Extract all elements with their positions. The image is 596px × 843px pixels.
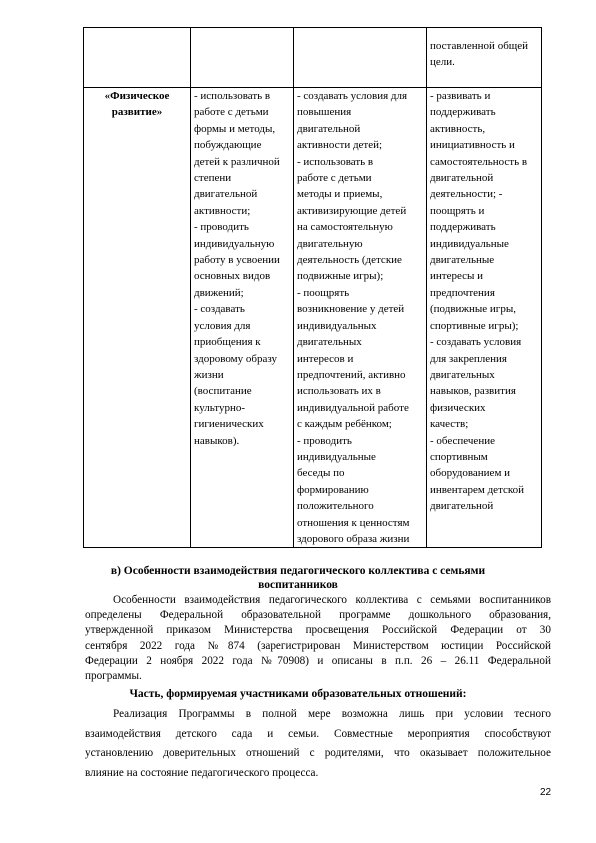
- cell-line: использовать их в: [297, 385, 381, 398]
- paragraph-line: Реализация Программы в полной мере возможна лишь при условии тесного: [113, 708, 551, 720]
- cell-line: цели.: [430, 56, 455, 69]
- cell-line: - обеспечение: [430, 434, 495, 447]
- cell-line: поддерживать: [430, 106, 496, 119]
- cell-line: - поощрять: [297, 286, 350, 299]
- cell-line: положительного: [297, 500, 374, 513]
- cell-line: - использовать в: [194, 90, 271, 102]
- cell-line: основных видов: [194, 270, 271, 283]
- cell-line: индивидуальных: [297, 319, 377, 332]
- paragraph-line: влияние на состояние педагогического процесса.: [85, 766, 319, 779]
- section-heading: воспитанников: [258, 579, 338, 591]
- cell-line: подвижные игры);: [297, 270, 384, 283]
- page-number: 22: [540, 787, 552, 798]
- cell-line: спортивным: [430, 450, 488, 463]
- cell-line: активность,: [430, 122, 486, 135]
- cell-line: интересы и: [430, 270, 484, 283]
- cell-line: - создавать условия: [430, 336, 522, 349]
- cell-line: здорового образа жизни: [297, 532, 410, 545]
- cell-line: индивидуальные: [297, 450, 376, 463]
- cell-line: поддерживать: [430, 221, 496, 234]
- cell-line: физических: [430, 401, 486, 414]
- cell-line: деятельность (детские: [297, 254, 402, 267]
- paragraph-line: определены Федеральной образовательной программе дошкольного образования,: [85, 609, 551, 622]
- cell-line: беседы по: [297, 467, 345, 480]
- cell-line: (воспитание: [194, 385, 252, 398]
- cell-line: двигательные: [430, 254, 495, 267]
- cell-line: навыков).: [194, 434, 240, 447]
- cell-line: - развивать и: [430, 90, 491, 102]
- cell-line: интересов и: [297, 352, 354, 365]
- cell-line: - проводить: [297, 434, 352, 447]
- cell-line: предпочтений, активно: [297, 368, 406, 381]
- table-cell-r1c3: [294, 28, 427, 88]
- cell-line: отношения к ценностям: [297, 516, 410, 529]
- cell-line: поощрять и: [430, 204, 485, 217]
- area-title-line: развитие»: [111, 106, 163, 119]
- cell-line: формированию: [297, 483, 369, 496]
- area-title-cell: [84, 88, 191, 548]
- cell-line: приобщения к: [194, 336, 261, 349]
- cell-line: индивидуальные: [430, 237, 509, 250]
- cell-line: работе с детьми: [194, 106, 269, 119]
- cell-line: самостоятельность в: [430, 155, 528, 168]
- cell-line: двигательную: [297, 237, 363, 250]
- cell-line: формы и методы,: [194, 122, 276, 135]
- cell-line: индивидуальной работе: [297, 401, 409, 414]
- cell-line: активности детей;: [297, 139, 383, 152]
- table-cell-r2c3: [294, 88, 427, 548]
- cell-line: работу в усвоении: [194, 254, 280, 267]
- cell-line: на самостоятельную: [297, 221, 393, 234]
- table-cell-r2c2: [191, 88, 294, 548]
- part-heading: Часть, формируемая участниками образовательных отношений:: [129, 688, 467, 700]
- table-row: [84, 88, 542, 548]
- cell-line: оборудованием и: [430, 467, 511, 480]
- cell-line: возникновение у детей: [297, 303, 405, 316]
- table-row: [84, 28, 542, 88]
- cell-line: двигательных: [297, 336, 362, 349]
- section-heading: в) Особенности взаимодействия педагогического коллектива с семьями: [110, 565, 486, 577]
- cell-line: культурно-: [194, 401, 246, 414]
- cell-line: деятельности; -: [430, 188, 503, 201]
- paragraph-line: Федерации 2 ноября 2022 года №70908) и описаны в п.п. 26 – 26.11 Федеральной: [85, 654, 551, 667]
- cell-line: гигиенических: [194, 418, 264, 431]
- cell-line: качеств;: [430, 418, 469, 431]
- cell-line: двигательной: [297, 122, 361, 135]
- table-cell-r1c1: [84, 28, 191, 88]
- table-cell-r2c4: [427, 88, 542, 548]
- cell-line: здоровому образу: [194, 352, 277, 365]
- cell-line: спортивные игры);: [430, 319, 519, 332]
- part-paragraph: [85, 705, 551, 783]
- cell-line: жизни: [194, 368, 224, 381]
- area-title-line: «Физическое: [104, 90, 170, 102]
- cell-line: двигательных: [430, 368, 495, 381]
- cell-line: повышения: [297, 106, 352, 119]
- cell-line: побуждающие: [194, 139, 262, 152]
- paragraph-line: программы.: [85, 669, 142, 682]
- cell-line: (подвижные игры,: [430, 303, 516, 316]
- cell-line: для закрепления: [430, 352, 507, 365]
- cell-line: двигательной: [430, 500, 494, 513]
- cell-line: двигательной: [430, 172, 494, 185]
- cell-line: поставленной общей: [430, 40, 529, 52]
- cell-line: предпочтения: [430, 286, 495, 299]
- cell-line: условия для: [194, 319, 251, 332]
- table-cell-r1c4: [427, 28, 542, 88]
- cell-line: - использовать в: [297, 155, 374, 168]
- content-table: [83, 27, 542, 548]
- cell-line: с каждым ребёнком;: [297, 418, 392, 431]
- cell-line: степени: [194, 172, 232, 185]
- paragraph-line: сентября 2022 года №874 (зарегистрирован Министерством юстиции Российской: [85, 639, 551, 652]
- cell-line: - создавать условия для: [297, 90, 408, 102]
- cell-line: детей к различной: [194, 155, 280, 168]
- paragraph-line: утвержденной приказом Министерства просвещения Российской Федерации от 30: [85, 624, 551, 637]
- section-paragraph: [85, 593, 551, 684]
- cell-line: двигательной: [194, 188, 258, 201]
- cell-line: инвентарем детской: [430, 483, 525, 496]
- cell-line: индивидуальную: [194, 237, 275, 250]
- cell-line: - проводить: [194, 221, 249, 234]
- paragraph-line: взаимодействия детского сада и семьи. Совместные мероприятия способствуют: [85, 727, 551, 740]
- cell-line: работе с детьми: [297, 172, 372, 185]
- paragraph-line: установлению доверительных отношений с родителями, что оказывает положительное: [85, 747, 551, 760]
- cell-line: - создавать: [194, 303, 245, 316]
- cell-line: активности;: [194, 204, 251, 217]
- cell-line: движений;: [194, 286, 244, 299]
- cell-line: методы и приемы,: [297, 188, 383, 201]
- table-cell-r1c2: [191, 28, 294, 88]
- cell-line: навыков, развития: [430, 385, 516, 398]
- paragraph-line: Особенности взаимодействия педагогического коллектива с семьями воспитанников: [113, 594, 551, 606]
- cell-line: активизирующие детей: [297, 204, 407, 217]
- cell-line: инициативность и: [430, 139, 515, 152]
